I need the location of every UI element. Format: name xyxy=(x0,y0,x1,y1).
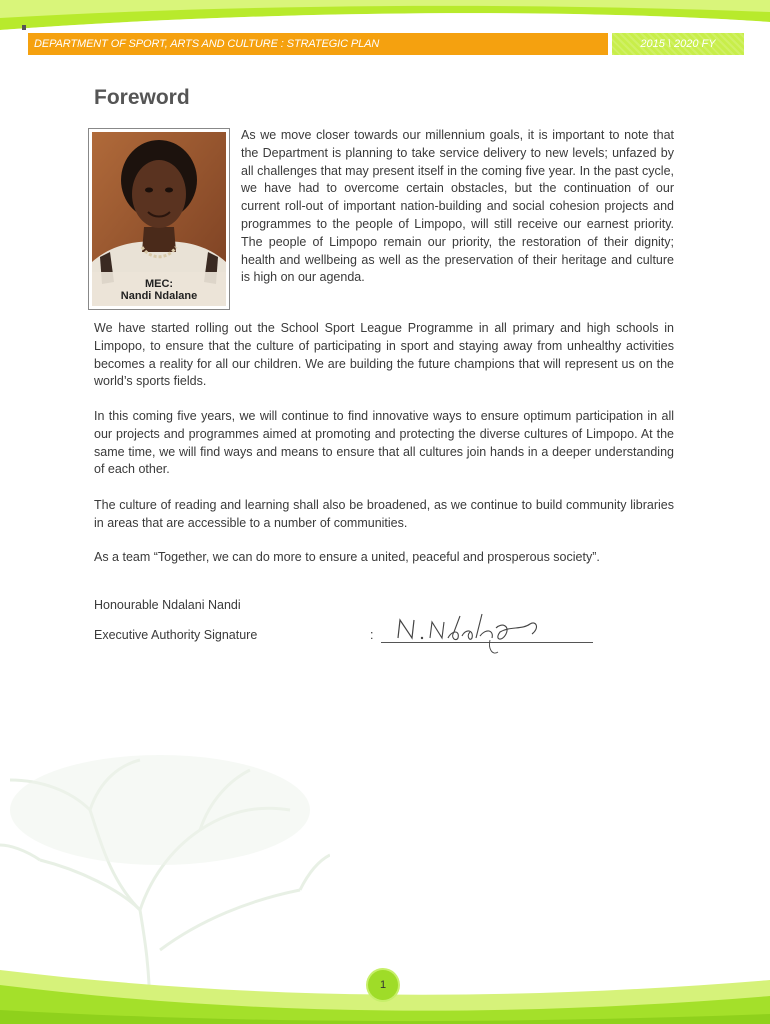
foreword-paragraph-team: As a team “Together, we can do more to ensure a united, peaceful and prosperous society”. xyxy=(94,550,600,564)
header-title-bar: DEPARTMENT OF SPORT, ARTS AND CULTURE : STRATEGIC PLAN xyxy=(28,33,608,55)
signature-colon: : xyxy=(370,628,374,642)
page-number-badge: 1 xyxy=(368,970,398,1000)
handwritten-signature xyxy=(390,608,560,663)
header-year-badge: 2015 \ 2020 FY xyxy=(612,33,744,55)
signature-label: Executive Authority Signature xyxy=(94,628,258,642)
photo-caption-name: Nandi Ndalane xyxy=(120,290,198,302)
signatory-name: Honourable Ndalani Nandi xyxy=(94,598,241,612)
foreword-intro-paragraph: As we move closer towards our millennium goals, it is important to note that the Department is planning to take service delivery to new levels; unfazed by all challenges that may present itself in the coming five year. In the past cycle, we have had to overcome certain obstacles, but the continuation of our current roll-out of important nation-building and social cohesion projects and programmes to the people of Limpopo, will still receive our earnest priority. The people of Limpopo remain our priority, the restoration of their dignity; health and wellbeing as well as the preservation of their heritage and culture is high on our agenda. xyxy=(241,128,674,285)
corner-mark xyxy=(22,25,26,30)
mec-photo xyxy=(88,128,230,310)
foreword-paragraph-culture: In this coming five years, we will continue to find innovative ways to ensure optimum participation in all our projects and programmes aimed at promoting and protecting the diverse cultures of Limpopo. At the same time, we will find ways and means to ensure that all cultures join hands in a deeper understanding of each other. xyxy=(94,409,674,477)
photo-caption-role: MEC: xyxy=(144,278,174,290)
foreword-paragraph-sport: We have started rolling out the School Sport League Programme in all primary and high schools in Limpopo, to ensure that the culture of participating in sport and staying away from unhealthy activities becomes a reality for all our children. We are building the future champions that will represent us on the world’s sports fields. xyxy=(94,321,674,389)
foreword-paragraph-libraries: The culture of reading and learning shall also be broadened, as we continue to build community libraries in areas that are accessible to a number of communities. xyxy=(94,498,674,530)
page-title: Foreword xyxy=(94,86,190,109)
photo-caption xyxy=(92,278,226,302)
